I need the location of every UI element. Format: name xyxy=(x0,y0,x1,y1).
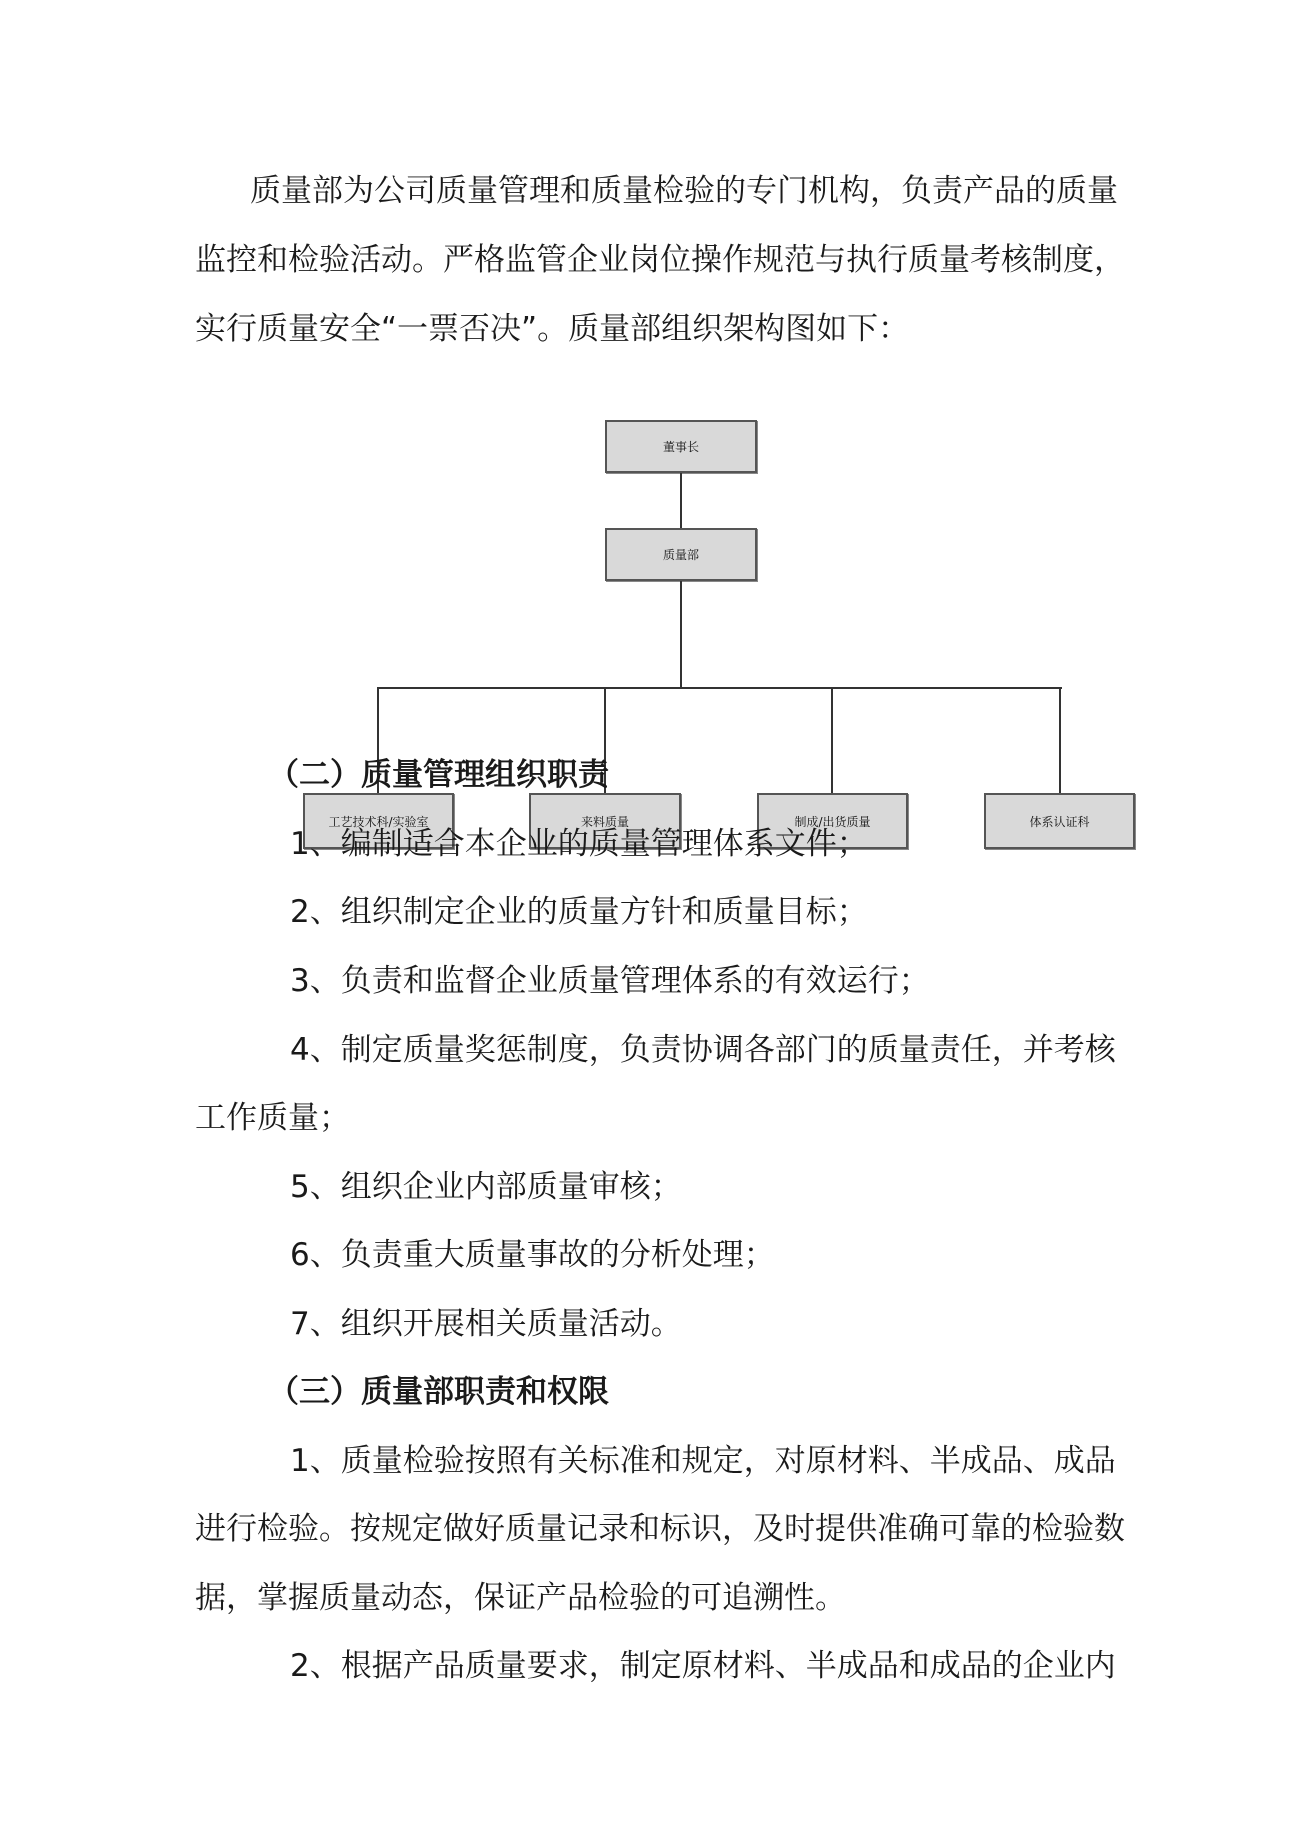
org-node-quality-dept: 质量部 xyxy=(605,528,757,581)
org-node-child: 工艺技术科/实验室 xyxy=(303,793,454,849)
paragraph-line: 据，掌握质量动态，保证产品检验的可追溯性。 xyxy=(195,1580,846,1616)
intro-line: 质量部为公司质量管理和质量检验的专门机构，负责产品的质量 xyxy=(250,173,1118,209)
list-item: 7、组织开展相关质量活动。 xyxy=(290,1306,682,1342)
list-item: 6、负责重大质量事故的分析处理； xyxy=(290,1237,775,1273)
intro-line: 监控和检验活动。严格监管企业岗位操作规范与执行质量考核制度， xyxy=(195,242,1125,278)
org-node-chairman: 董事长 xyxy=(605,420,757,473)
list-item: 3、负责和监督企业质量管理体系的有效运行； xyxy=(290,963,930,999)
connector-line xyxy=(377,687,1062,689)
paragraph-line: 2、根据产品质量要求，制定原材料、半成品和成品的企业内 xyxy=(290,1648,1116,1684)
org-node-child: 制成/出货质量 xyxy=(757,793,908,849)
connector-line xyxy=(680,473,682,528)
connector-line xyxy=(1059,688,1061,793)
connector-line xyxy=(831,688,833,793)
list-item: 1、编制适合本企业的质量管理体系文件； xyxy=(290,826,868,862)
list-item: 5、组织企业内部质量审核； xyxy=(290,1169,682,1205)
list-item: 4、制定质量奖惩制度，负责协调各部门的质量责任，并考核 xyxy=(290,1032,1116,1068)
org-node-child: 体系认证科 xyxy=(984,793,1135,849)
paragraph-line: 进行检验。按规定做好质量记录和标识，及时提供准确可靠的检验数 xyxy=(195,1511,1125,1547)
section-heading: （三）质量部职责和权限 xyxy=(268,1374,609,1410)
intro-line: 实行质量安全“一票否决”。质量部组织架构图如下： xyxy=(195,311,910,347)
list-item: 2、组织制定企业的质量方针和质量目标； xyxy=(290,894,868,930)
connector-line xyxy=(680,581,682,688)
section-heading: （二）质量管理组织职责 xyxy=(268,757,609,793)
list-item-continuation: 工作质量； xyxy=(195,1100,350,1136)
org-node-child: 来料质量 xyxy=(529,793,681,849)
paragraph-line: 1、质量检验按照有关标准和规定，对原材料、半成品、成品 xyxy=(290,1443,1116,1479)
